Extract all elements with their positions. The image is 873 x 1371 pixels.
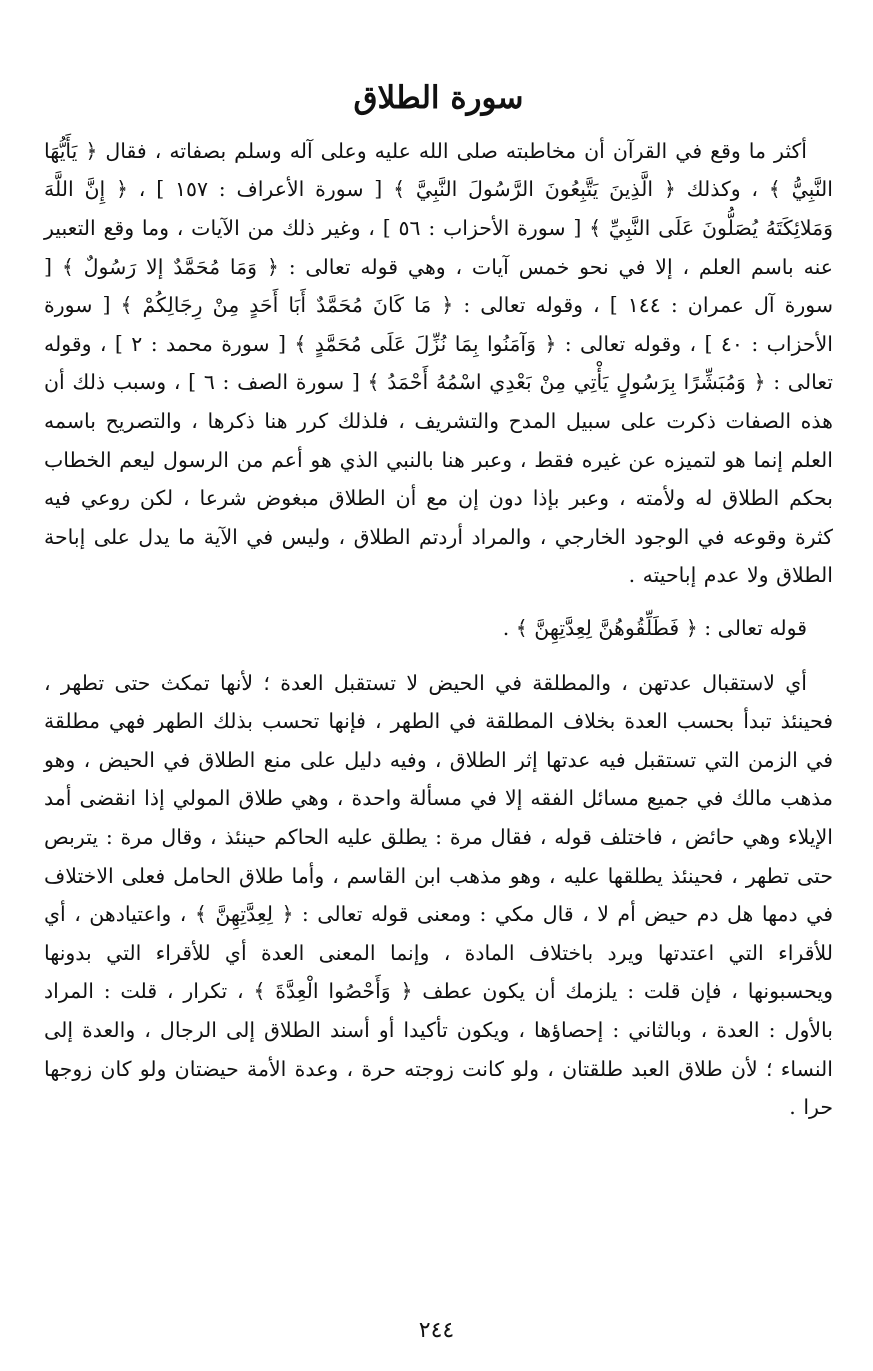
surah-title: سورة الطلاق [353, 80, 524, 116]
verse-heading: قوله تعالى : ﴿ فَطَلِّقُوهُنَّ لِعِدَّتِهِنَّ ﴾ . [502, 615, 807, 640]
intro-paragraph: أكثر ما وقع في القرآن أن مخاطبته صلى الله عليه وعلى آله وسلم بصفاته ، فقال ﴿ يَأَيُّهَا النَّبِيُّ ﴾ ، وكذلك ﴿ الَّذِينَ يَتَّبِعُونَ الرَّسُولَ النَّبِيَّ ﴾ [ سورة الأعراف : ١٥٧ ] ، ﴿ إِنَّ اللَّهَ وَمَلائِكَتَهُ يُصَلُّونَ عَلَى النَّبِيِّ ﴾ [ سورة الأحزاب : ٥٦ ] ، وغير ذلك من الآيات ، وما وقع التعبير عنه باسم العلم ، إلا في نحو خمس آيات ، وهي قوله تعالى : ﴿ وَمَا مُحَمَّدٌ إلا رَسُولٌ ﴾ [ سورة آل عمران : ١٤٤ ] ، وقوله تعالى : ﴿ مَا كَانَ مُحَمَّدٌ أَبَا أَحَدٍ مِنْ رِجَالِكُمْ ﴾ [ سورة الأحزاب : ٤٠ ] ، وقوله تعالى : ﴿ وَآمَنُوا بِمَا نُزِّلَ عَلَى مُحَمَّدٍ ﴾ [ سورة محمد : ٢ ] ، وقوله تعالى : ﴿ وَمُبَشِّرًا بِرَسُولٍ يَأْتِي مِنْ بَعْدِي اسْمُهُ أَحْمَدُ ﴾ [ سورة الصف : ٦ ] ، وسبب ذلك أن هذه الصفات ذكرت على سبيل المدح والتشريف ، فلذلك كرر هنا ذكرها ، والتصريح باسمه العلم إنما هو لتميزه عن غيره فقط ، وعبر هنا بالنبي الذي هو أعم من الرسول ليعم الخطاب بحكم الطلاق له ولأمته ، وعبر بإذا دون إن مع أن الطلاق مبغوض شرعا ، لكن روعي فيه كثرة وقوعه في الوجود الخارجي ، والمراد أردتم الطلاق ، وليس في الآية ما يدل على إباحة الطلاق ولا عدم إباحيته . [44, 138, 834, 588]
commentary-paragraph: أي لاستقبال عدتهن ، والمطلقة في الحيض لا تستقبل العدة ؛ لأنها تمكث حتى تطهر ، فحينئذ تبدأ بحسب العدة بخلاف المطلقة في الطهر ، فإنها تحسب بذلك الطهر فهي مطلقة في الزمن التي تستقبل فيه عدتها إثر الطلاق ، وفيه دليل على منع الطلاق في الحيض ، وهو مذهب مالك في جميع مسائل الفقه إلا في مسألة واحدة ، وهي طلاق المولي إذا انقضى أمد الإيلاء وهي حائض ، فاختلف قوله ، فقال مرة : يطلق عليه الحاكم حينئذ ، وقال مرة : يتربص حتى تطهر ، فحينئذ يطلقها عليه ، وهو مذهب ابن القاسم ، وأما طلاق الحامل فعلى الاختلاف في دمها هل دم حيض أم لا ، قال مكي : ومعنى قوله تعالى : ﴿ لِعِدَّتِهِنَّ ﴾ ، واعتيادهن ، أي للأقراء التي اعتدتها ويرد باختلاف المادة ، وإنما المعنى العدة أي للأقراء التي بدونها ويحسبونها ، فإن قلت : يلزمك أن يكون عطف ﴿ وَأَحْصُوا الْعِدَّةَ ﴾ ، تكرار ، قلت : المراد بالأول : العدة ، وبالثاني : إحصاؤها ، ويكون تأكيدا أو أسند الطلاق إلى الرجال ، والعدة إلى النساء ؛ لأن طلاق العبد طلقتان ، ولو كانت زوجته حرة ، وعدة الأمة حيضتان ولو كان زوجها حرا . [44, 670, 833, 1120]
page-number: ٢٤٤ [418, 1318, 455, 1343]
